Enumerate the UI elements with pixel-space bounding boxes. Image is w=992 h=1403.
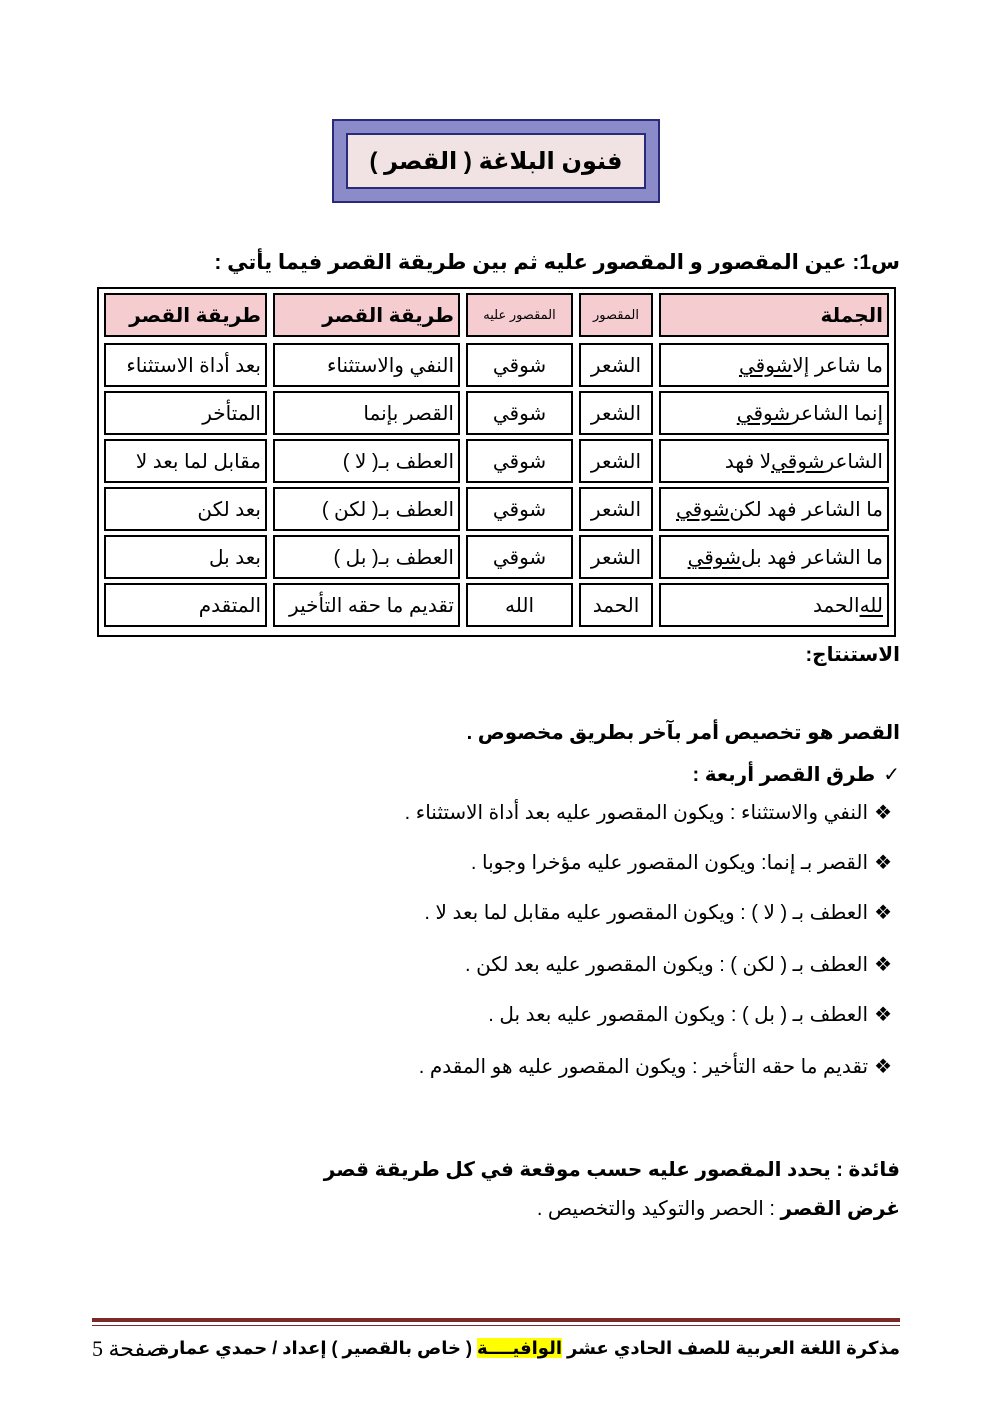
table-cell-sentence: لله الحمد	[659, 583, 889, 627]
definition-text: القصر هو تخصيص أمر بآخر بطريق مخصوص .	[466, 722, 900, 744]
footer-divider	[92, 1318, 900, 1322]
table-cell-maqsur: الشعر	[579, 391, 653, 435]
table-cell-position: بعد أداة الاستثناء	[104, 343, 267, 387]
list-item: ❖النفي والاستثناء : ويكون المقصور عليه بعد أداة الاستثناء .	[404, 802, 892, 824]
benefit-text: فائدة : يحدد المقصور عليه حسب موقعة في كل طريقة قصر	[323, 1159, 900, 1181]
list-item: ❖القصر بـ إنما: ويكون المقصور عليه مؤخرا وجوبا .	[470, 852, 892, 874]
conclusion-label: الاستنتاج:	[805, 644, 900, 666]
table-cell-maqsur-alayh: شوقي	[466, 439, 573, 483]
list-item: ❖العطف بـ ( لكن ) : ويكون المقصور عليه بعد لكن .	[464, 954, 892, 976]
header-maqsur: المقصور	[579, 293, 653, 337]
table-cell-sentence: ما الشاعر فهد بل شوقي	[659, 535, 889, 579]
header-maqsur-alayh: المقصور عليه	[466, 293, 573, 337]
header-position: طريقة القصر	[104, 293, 267, 337]
qasr-table	[97, 287, 896, 637]
table-cell-method: القصر بإنما	[273, 391, 460, 435]
table-cell-position: بعد بل	[104, 535, 267, 579]
question-text: س1: عين المقصور و المقصور عليه ثم بين طريقة القصر فيما يأتي :	[214, 251, 900, 274]
table-cell-position: مقابل لما بعد لا	[104, 439, 267, 483]
page-number: صفحة 5	[92, 1336, 165, 1361]
footer-text: مذكرة اللغة العربية للصف الحادي عشر الوافيــــة ( خاص بالقصير ) إعداد / حمدي عمارة	[158, 1338, 900, 1358]
table-cell-position: بعد لكن	[104, 487, 267, 531]
diamond-bullet-icon: ❖	[874, 1004, 892, 1026]
diamond-bullet-icon: ❖	[874, 954, 892, 976]
title-frame	[332, 119, 660, 203]
table-cell-method: العطف بـ( لا )	[273, 439, 460, 483]
table-cell-sentence: إنما الشاعر شوقي	[659, 391, 889, 435]
title-inner-box	[346, 133, 646, 189]
table-cell-sentence: ما شاعر إلا شوقي	[659, 343, 889, 387]
table-cell-maqsur-alayh: الله	[466, 583, 573, 627]
table-cell-maqsur-alayh: شوقي	[466, 535, 573, 579]
header-sentence: الجملة	[659, 293, 889, 337]
table-cell-method: النفي والاستثناء	[273, 343, 460, 387]
diamond-bullet-icon: ❖	[874, 802, 892, 824]
table-cell-maqsur: الحمد	[579, 583, 653, 627]
methods-heading: ✓طرق القصر أربعة :	[692, 764, 900, 786]
list-item: ❖العطف بـ ( لا ) : ويكون المقصور عليه مقابل لما بعد لا .	[424, 902, 892, 924]
table-cell-maqsur-alayh: شوقي	[466, 487, 573, 531]
table-cell-maqsur: الشعر	[579, 535, 653, 579]
table-cell-maqsur-alayh: شوقي	[466, 343, 573, 387]
table-cell-method: العطف بـ( بل )	[273, 535, 460, 579]
table-cell-maqsur: الشعر	[579, 343, 653, 387]
table-cell-maqsur: الشعر	[579, 487, 653, 531]
table-cell-method: العطف بـ( لكن )	[273, 487, 460, 531]
checkmark-icon: ✓	[883, 764, 900, 786]
table-cell-sentence: الشاعر شوقي لا فهد	[659, 439, 889, 483]
diamond-bullet-icon: ❖	[874, 1056, 892, 1078]
list-item: ❖العطف بـ ( بل ) : ويكون المقصور عليه بعد بل .	[488, 1004, 892, 1026]
page-title: فنون البلاغة ( القصر )	[369, 147, 623, 175]
diamond-bullet-icon: ❖	[874, 902, 892, 924]
table-cell-method: تقديم ما حقه التأخير	[273, 583, 460, 627]
footer-divider-thin	[92, 1325, 900, 1326]
table-cell-sentence: ما الشاعر فهد لكن شوقي	[659, 487, 889, 531]
header-method: طريقة القصر	[273, 293, 460, 337]
table-cell-position: المتأخر	[104, 391, 267, 435]
list-item: ❖تقديم ما حقه التأخير : ويكون المقصور عليه هو المقدم .	[418, 1056, 892, 1078]
table-cell-maqsur: الشعر	[579, 439, 653, 483]
purpose-line: غرض القصر : الحصر والتوكيد والتخصيص .	[536, 1198, 900, 1220]
table-cell-maqsur-alayh: شوقي	[466, 391, 573, 435]
diamond-bullet-icon: ❖	[874, 852, 892, 874]
table-cell-position: المتقدم	[104, 583, 267, 627]
